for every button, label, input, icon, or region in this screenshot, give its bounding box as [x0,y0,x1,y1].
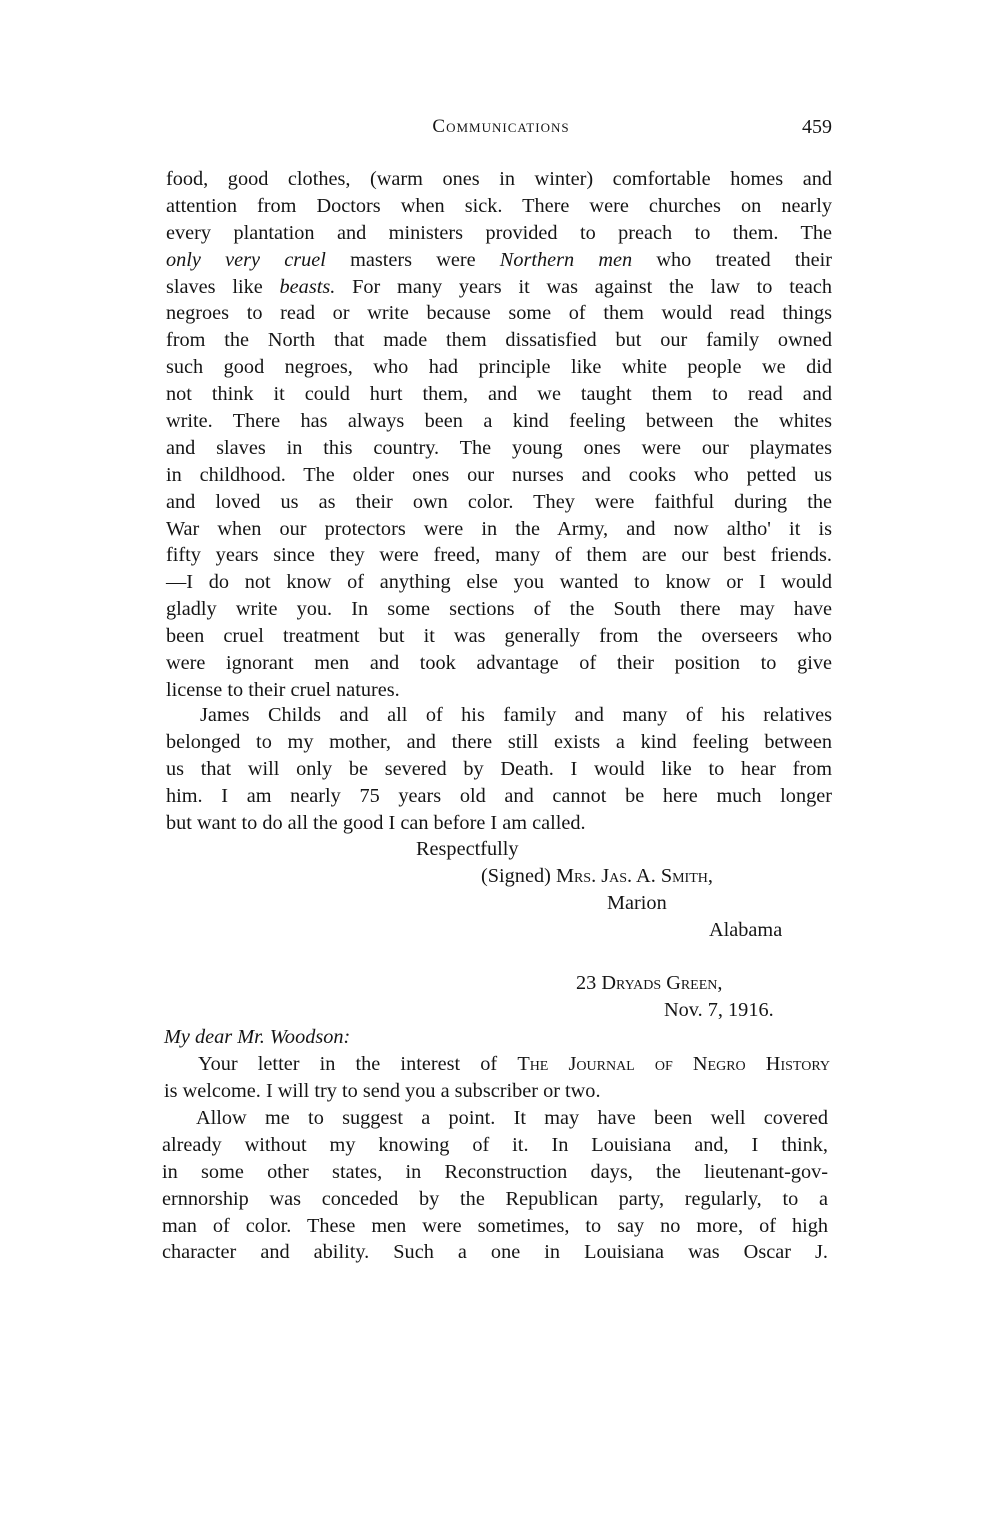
text-line: license to their cruel natures. [166,678,400,701]
text-line: write. There has always been a kind feeling between the whites [166,410,832,433]
closing: Respectfully [416,838,519,860]
text-line: —I do not know of anything else you wanted to know or I would [166,571,832,594]
text-line: food, good clothes, (warm ones in winter) comfortable homes and [166,168,832,190]
salutation: My dear Mr. Woodson: [164,1026,351,1048]
letter2-paragraph1 [164,1051,830,1105]
text-line: is welcome. I will try to send you a subscriber or two. [164,1079,601,1102]
text-line: Your letter in the interest of The Journal of Negro History [198,1053,830,1075]
text-line: slaves like beasts. For many years it was against the law to teach [166,275,832,298]
text-line: and slaves in this country. The young ones were our playmates [166,436,832,459]
journal-name: The Journal of Negro History [517,1053,830,1075]
text-line: attention from Doctors when sick. There were churches on nearly [166,194,832,217]
letter1-paragraph2 [166,702,832,836]
text-line: man of color. These men were sometimes, to say no more, of high [162,1214,828,1237]
letter2-date: Nov. 7, 1916. [664,999,774,1021]
text-line: every plantation and ministers provided to preach to them. The [166,221,832,244]
text-line: War when our protectors were in the Army, and now altho' it is [166,517,832,540]
text-line: been cruel treatment but it was generally from the overseers who [166,625,832,648]
text-line: from the North that made them dissatisfied but our family owned [166,329,832,352]
letter1-paragraph1 [166,166,832,704]
signature-line [481,863,713,890]
letter2-address: 23 Dryads Green, [576,972,723,994]
page-header [166,116,836,144]
text-line: Allow me to suggest a point. It may have been well covered [196,1107,828,1129]
text-line: us that will only be severed by Death. I would like to hear from [166,757,832,780]
text-line: negroes to read or write because some of them would read things [166,302,832,325]
text-line: and loved us as their own color. They were faithful during the [166,490,832,513]
text-line: not think it could hurt them, and we taught them to read and [166,383,832,406]
running-head: Communications [432,116,570,137]
signature-state: Alabama [709,919,783,941]
text-line: ernnorship was conceded by the Republican party, regularly, to a [162,1187,828,1210]
emphasis-text: beasts. [279,275,336,298]
text-line: in some other states, in Reconstruction days, the lieutenant-gov- [162,1160,828,1183]
text-line: were ignorant men and took advantage of their position to give [166,652,832,675]
text-line: already without my knowing of it. In Louisiana and, I think, [162,1133,828,1156]
emphasis-text: only very cruel [166,248,326,271]
text-line: him. I am nearly 75 years old and cannot be here much longer [166,784,832,807]
text-line: James Childs and all of his family and many of his relatives [200,704,832,726]
page-number: 459 [802,116,832,138]
text-line: but want to do all the good I can before I am called. [166,811,586,834]
text-line: character and ability. Such a one in Louisiana was Oscar J. [162,1241,828,1264]
signed-label: (Signed) [481,865,551,887]
text-line: only very cruel masters were Northern men who treated their [166,248,832,271]
text-line: in childhood. The older ones our nurses and cooks who petted us [166,463,832,486]
text-line: gladly write you. In some sections of the South there may have [166,598,832,621]
signature-city: Marion [607,892,667,914]
signature-name: Mrs. Jas. A. Smith, [555,865,713,887]
emphasis-text: Northern men [499,248,633,271]
text-line: such good negroes, who had principle like white people we did [166,356,832,379]
letter2-paragraph2 [162,1105,828,1266]
text-line: fifty years since they were freed, many of them are our best friends. [166,544,832,567]
text-line: belonged to my mother, and there still exists a kind feeling between [166,730,832,753]
